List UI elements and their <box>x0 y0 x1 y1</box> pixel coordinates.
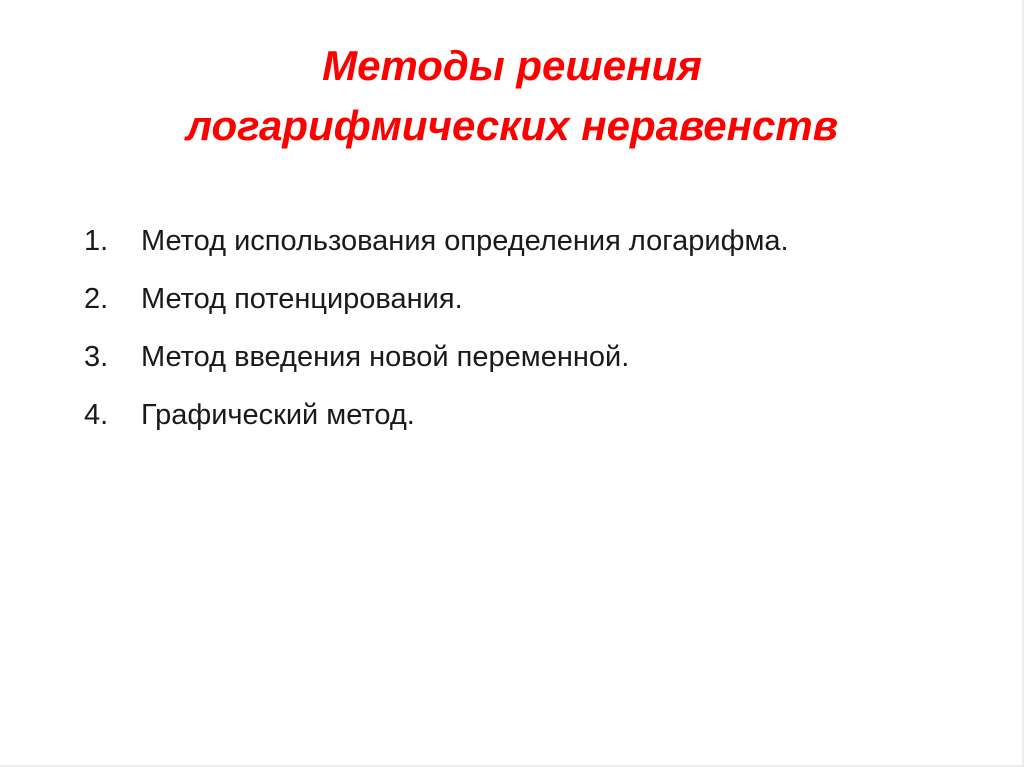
list-item-text: Метод введения новой переменной. <box>141 341 630 373</box>
list-item-number: 3. <box>84 341 109 373</box>
list-item-number: 2. <box>84 283 109 315</box>
list-item <box>84 328 789 386</box>
list-item-text: Метод использования определения логарифма. <box>141 225 789 257</box>
list-item-number: 1. <box>84 225 109 257</box>
slide-title-line-2: логарифмических неравенств <box>185 102 839 149</box>
list-item <box>84 386 789 444</box>
list-item-number: 4. <box>84 399 109 431</box>
list-item-text: Графический метод. <box>141 399 415 431</box>
slide-title-line-1: Методы решения <box>322 42 702 89</box>
list-item <box>84 270 789 328</box>
list-item <box>84 212 789 270</box>
list-item-text: Метод потенцирования. <box>141 283 463 315</box>
methods-list <box>84 212 789 444</box>
slide-title <box>0 36 1024 156</box>
